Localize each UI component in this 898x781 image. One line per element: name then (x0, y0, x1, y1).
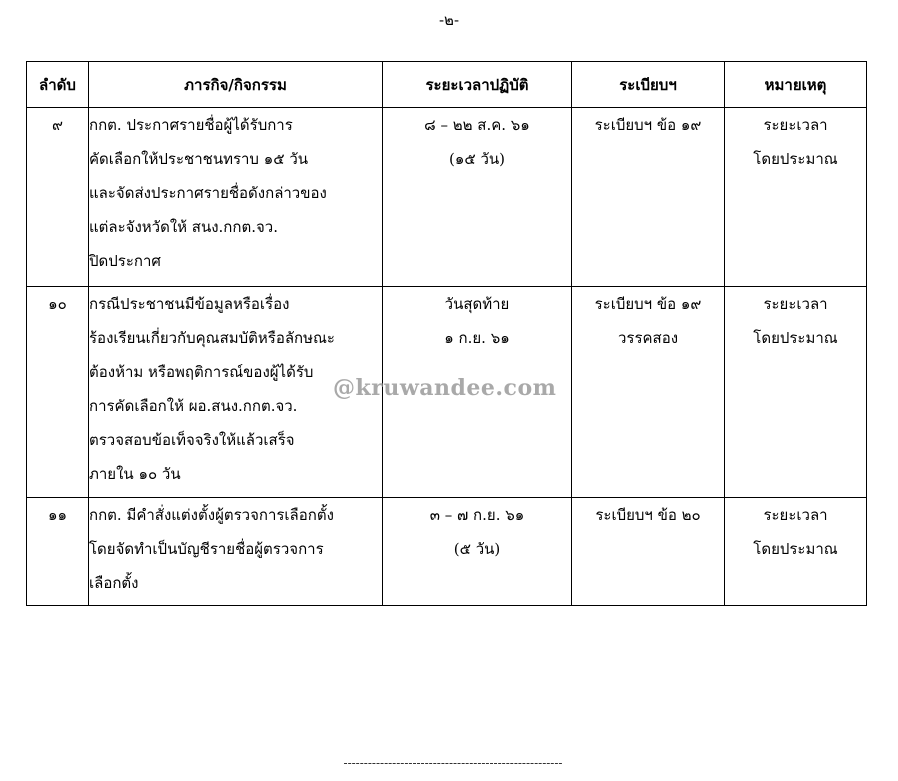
schedule-table (26, 61, 867, 606)
footer-rule: ------------------------------------------------------ (343, 756, 563, 770)
header-period: ระยะเวลาปฏิบัติ (383, 62, 572, 108)
header-remark: หมายเหตุ (725, 62, 867, 108)
row-regulation: ระเบียบฯ ข้อ ๑๙ วรรคสอง (572, 287, 725, 498)
row-order: ๙ (27, 108, 89, 287)
table-row (27, 108, 867, 287)
row-task: กกต. ประกาศรายชื่อผู้ได้รับการ คัดเลือกให้ประชาชนทราบ ๑๕ วัน และจัดส่งประกาศรายชื่อดังกล่าวของ แต่ละจังหวัดให้ สนง.กกต.จว. ปิดประกาศ (89, 108, 383, 287)
row-task: กกต. มีคำสั่งแต่งตั้งผู้ตรวจการเลือกตั้ง โดยจัดทำเป็นบัญชีรายชื่อผู้ตรวจการ เลือกตั้ง (89, 498, 383, 606)
row-remark: ระยะเวลา โดยประมาณ (725, 287, 867, 498)
page-number: -๒- (438, 11, 460, 29)
header-regulation: ระเบียบฯ (572, 62, 725, 108)
watermark-text: @kruwandee.com (333, 375, 557, 401)
row-regulation: ระเบียบฯ ข้อ ๒๐ (572, 498, 725, 606)
row-remark: ระยะเวลา โดยประมาณ (725, 108, 867, 287)
table-row (27, 498, 867, 606)
header-task: ภารกิจ/กิจกรรม (89, 62, 383, 108)
row-order: ๑๑ (27, 498, 89, 606)
row-period: ๘ – ๒๒ ส.ค. ๖๑ (๑๕ วัน) (383, 108, 572, 287)
row-regulation: ระเบียบฯ ข้อ ๑๙ (572, 108, 725, 287)
row-order: ๑๐ (27, 287, 89, 498)
row-task: กรณีประชาชนมีข้อมูลหรือเรื่อง ร้องเรียนเกี่ยวกับคุณสมบัติหรือลักษณะ ต้องห้าม หรือพฤติการณ์ของผู้ได้รับ การคัดเลือกให้ ผอ.สนง.กกต.จว. ตรวจสอบข้อเท็จจริงให้แล้วเสร็จ ภายใน ๑๐ วัน (89, 287, 383, 498)
table-header-row (27, 62, 867, 108)
header-order: ลำดับ (27, 62, 89, 108)
row-period: ๓ – ๗ ก.ย. ๖๑ (๕ วัน) (383, 498, 572, 606)
row-period: วันสุดท้าย ๑ ก.ย. ๖๑ (383, 287, 572, 498)
row-remark: ระยะเวลา โดยประมาณ (725, 498, 867, 606)
